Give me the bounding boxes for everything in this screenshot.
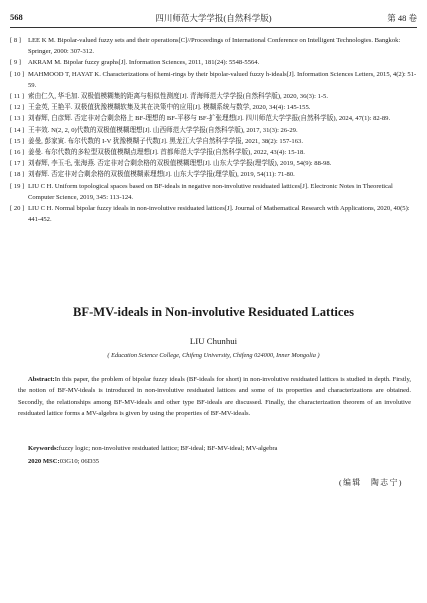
- page-header: [10, 12, 417, 26]
- reference-item: [10, 102, 419, 113]
- abstract-label: Abstract:: [28, 376, 55, 383]
- reference-number: [ 12 ]: [10, 104, 25, 112]
- reference-text: 王丰效. N(2, 2, 0)代数的双极值模糊理想[J]. 山西师范大学学报(自然科学版), 2017, 31(3): 26-29.: [28, 126, 298, 134]
- reference-text: 姜曼, 彭家寅. 布尔代数的 I-V 犹豫模糊子代数[J]. 黑龙江大学自然科学学报, 2021, 38(2): 157-163.: [28, 137, 303, 145]
- reference-list: [10, 35, 419, 225]
- reference-number: [ 16 ]: [10, 149, 25, 157]
- reference-number: [ 15 ]: [10, 137, 25, 145]
- keywords: [28, 443, 411, 454]
- reference-number: [ 17 ]: [10, 160, 25, 168]
- reference-text: LIU C H. Normal bipolar fuzzy ideals in non-involutive residuated lattices[J]. Journal of Mathematical Research with Applications, 2020, 40(5): 441-452.: [28, 205, 410, 224]
- keywords-text: fuzzy logic; non-involutive residuated lattice; BF-ideal; BF-MV-ideal; MV-algebra: [58, 445, 278, 452]
- journal-title: 四川师范大学学报(自然科学版): [155, 13, 272, 23]
- reference-number: [ 9 ]: [10, 59, 21, 67]
- reference-item: [10, 91, 419, 102]
- reference-number: [ 19 ]: [10, 182, 25, 190]
- reference-text: LEE K M. Bipolar-valued fuzzy sets and their operations[C]//Proceedings of International Conference on Intelligent Technologies. Bangkok: Springer, 2000: 307-312.: [28, 37, 401, 56]
- reference-text: 索由仁久, 华毛加. 双极值模糊集的距离与相似性测度[J]. 青海师范大学学报(自然科学版), 2020, 36(3): 1-5.: [28, 93, 329, 101]
- reference-item: [10, 136, 419, 147]
- abstract: [18, 374, 411, 420]
- reference-item: [10, 181, 419, 203]
- msc-label: 2020 MSC:: [28, 458, 60, 465]
- reference-number: [ 20 ]: [10, 205, 25, 213]
- page-number: 568: [10, 12, 23, 22]
- reference-item: [10, 158, 419, 169]
- editor-note: (编辑 陶志宁): [339, 478, 403, 487]
- author-affiliation: ( Education Science College, Chifeng University, Chifeng 024000, Inner Mongolia ): [107, 352, 320, 359]
- msc-codes: [28, 456, 411, 467]
- article-author: LIU Chunhui: [189, 336, 238, 346]
- reference-text: 王金英, 王艳平. 双极值犹豫模糊软集及其在决策中的应用[J]. 模糊系统与数学, 2020, 34(4): 145-155.: [28, 104, 311, 112]
- reference-item: [10, 57, 419, 68]
- keywords-label: Keywords:: [28, 445, 59, 452]
- reference-number: [ 18 ]: [10, 171, 25, 179]
- reference-text: 刘春辉, 李玉毛, 张海燕. 否定非对合剩余格的双极值模糊理想[J]. 山东大学学报(理学版), 2019, 54(9): 88-98.: [28, 160, 332, 168]
- reference-number: [ 8 ]: [10, 37, 21, 44]
- reference-item: [10, 147, 419, 158]
- reference-text: 刘春辉. 否定非对合剩余格的双极值模糊素理想[J]. 山东大学学报(理学版), 2019, 54(11): 71-80.: [28, 171, 295, 179]
- msc-text: 03G10; 06D35: [59, 458, 100, 465]
- reference-item: [10, 113, 419, 124]
- reference-item: [10, 35, 419, 57]
- reference-item: [10, 125, 419, 136]
- volume-label: 第 48 卷: [387, 13, 417, 23]
- reference-number: [ 14 ]: [10, 126, 25, 134]
- reference-item: [10, 203, 419, 225]
- reference-text: 姜曼. 布尔代数的多粒型双极值模糊点理想[J]. 首都师范大学学报(自然科学版), 2022, 43(4): 15-18.: [28, 149, 305, 157]
- reference-text: AKRAM M. Bipolar fuzzy graphs[J]. Information Sciences, 2011, 181(24): 5548-5564.: [28, 59, 260, 67]
- reference-number: [ 13 ]: [10, 115, 25, 123]
- header-rule: [10, 27, 417, 28]
- reference-number: [ 10 ]: [10, 70, 25, 78]
- reference-text: 刘春辉, 白彦辉. 否定非对合剩余格上 BF-理想的 BF-平移与 BF-扩张理想[J]. 四川师范大学学报(自然科学版), 2024, 47(1): 82-89.: [28, 115, 391, 123]
- reference-number: [ 11 ]: [10, 93, 25, 101]
- reference-item: [10, 169, 419, 180]
- reference-text: LIU C H. Uniform topological spaces based on BF-ideals in negative non-involutive residuated lattices[J]. Electronic Notes in Theoretical Computer Science, 2019, 345: 113-124.: [28, 182, 393, 201]
- abstract-text: In this paper, the problem of bipolar fuzzy ideals (BF-ideals for short) in non-involutive residuated lattices is studied in depth. Firstly, the notion of BF-MV-ideals is introduced in non-involutive residuated lattices and some of its properties and characterizations are obtained. Secondly, the relationships among BF-MV-ideals and other type BF-ideals are discussed. Finally, the characterization theorem of an involutive residuated lattice forms a MV-algebra is given by using the properties of BF-MV-ideals.: [18, 376, 411, 418]
- article-title: BF-MV-ideals in Non-involutive Residuated Lattices: [72, 305, 355, 319]
- reference-text: MAHMOOD T, HAYAT K. Characterizations of hemi-rings by their bipolar-valued fuzzy h-ideals[J]. Information Sciences Letters, 2015, 4(2): 51-59.: [28, 70, 417, 89]
- reference-item: [10, 69, 419, 91]
